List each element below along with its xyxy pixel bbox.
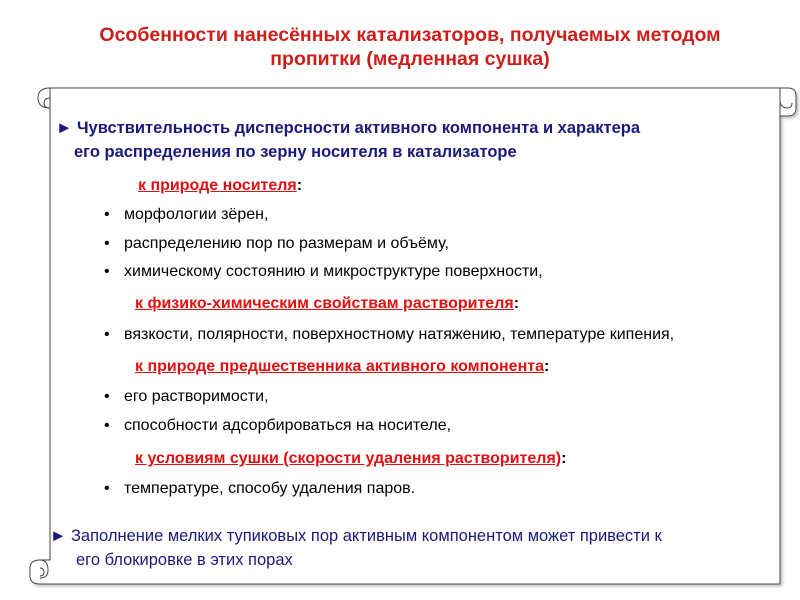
list-item-text: морфологии зёрен, <box>124 206 269 223</box>
category-heading-support <box>138 177 302 195</box>
colon: : <box>513 295 520 312</box>
list-item <box>104 263 543 281</box>
section2-line-1 <box>50 527 662 546</box>
list-item <box>104 388 269 406</box>
bullet-icon: • <box>104 326 110 343</box>
category-text: к условиям сушки (скорости удаления растворителя) <box>135 450 562 467</box>
bullet-icon: • <box>104 206 110 223</box>
section1-text-1: Чувствительность дисперсности активного компонента и характера <box>76 119 641 137</box>
category-heading-solvent <box>135 295 519 313</box>
section1-line-2: его распределения по зерну носителя в катализаторе <box>74 143 517 161</box>
list-item <box>104 417 452 435</box>
colon: : <box>561 450 567 467</box>
list-item-text: температуре, способу удаления паров. <box>124 480 416 497</box>
bullet-icon: • <box>104 480 110 497</box>
colon: : <box>296 177 303 194</box>
category-heading-drying <box>135 450 566 468</box>
list-item-text: распределению пор по размерам и объёму, <box>124 235 449 252</box>
arrow-marker-icon: ► <box>50 527 67 545</box>
category-heading-precursor <box>135 358 549 376</box>
category-text: к природе носителя <box>138 177 297 194</box>
list-item <box>104 480 416 498</box>
bullet-icon: • <box>104 263 110 280</box>
bullet-icon: • <box>104 388 110 405</box>
bullet-icon: • <box>104 417 110 434</box>
section2-line-2: его блокировке в этих порах <box>76 551 293 569</box>
category-text: к природе предшественника активного компонента <box>135 358 544 375</box>
arrow-marker-icon: ► <box>56 119 73 137</box>
bullet-icon: • <box>104 235 110 252</box>
list-item <box>104 235 449 253</box>
colon: : <box>543 358 550 375</box>
list-item <box>104 206 269 224</box>
title-line-1: Особенности нанесённых катализаторов, получаемых методом <box>99 24 721 46</box>
list-item <box>104 326 675 344</box>
list-item-text: вязкости, полярности, поверхностному натяжению, температуре кипения, <box>124 326 675 343</box>
section1-line-1 <box>56 119 640 138</box>
category-text: к физико-химическим свойствам растворителя <box>135 295 514 312</box>
list-item-text: его растворимости, <box>124 388 269 405</box>
list-item-text: химическому состоянию и микроструктуре поверхности, <box>124 263 543 280</box>
title-line-2: пропитки (медленная сушка) <box>270 48 550 70</box>
section2-text-1: Заполнение мелких тупиковых пор активным компонентом может привести к <box>70 527 662 545</box>
list-item-text: способности адсорбироваться на носителе, <box>124 417 452 434</box>
